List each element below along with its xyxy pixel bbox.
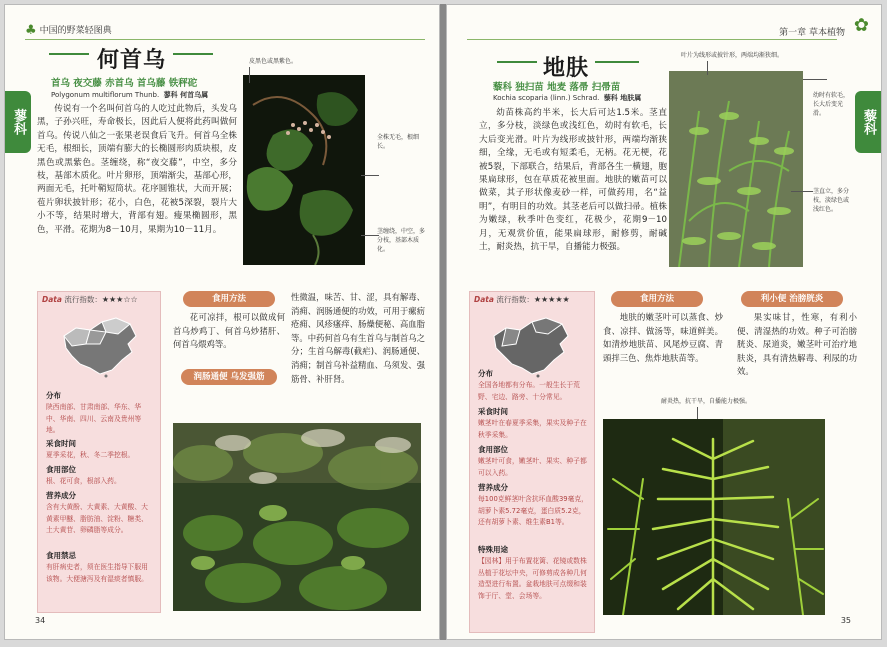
plant-description: 幼苗株高约半米，长大后可达1.5米。茎直立，多分枝，淡绿色或浅红色，幼时有软毛，长大后变光滑。叶片为线形或披针形，两端均渐狭细，全缘，无毛或有短柔毛，无柄。花无梗，花被5裂，下部联合，结果后，背部各生一横翅，胞果扁球形，包在草质花被里面。地肤的嫩苗可以做菜，其子形状像麦砂一样，可做药用，名“益明”，有明目的功效。其茎老后可以做扫帚。植株为嫩绿，秋季叶色变红，花极少，花期9－10月，无观赏价值，能果扁球形，耐修剪，耐碱土，耐炎热，抗干旱，自播能力极强。 <box>479 108 667 253</box>
edible-method-label: 食用方法 <box>183 291 275 307</box>
plant-description: 传说有一个名叫何首乌的人吃过此物后，头发乌黑，子孙兴旺，寿命极长，因此后人便将此药叫做何首乌。传说八仙之一张果老误食后飞升。何首乌全株无毛，根细长，顶端有膨大的长椭圆形肉质块根，皮黑色或黑紫色。茎缠绕，称“夜交藤”，中空，多分枝，基部木质化。叶片卵形，顶端渐尖，基部心形，两面无毛，托叶鞘短筒状。花序圆锥状，大而开展；苞片卵状披针形；花小，白色，花被5深裂，裂片大小不等，结果时增大，背部有翅。瘦果椭圆形，黑色，平滑。花期为8－10月，果期为10－11月。 <box>37 104 237 235</box>
page-number: 35 <box>840 616 851 625</box>
data-section-text: 夏季采花，秋、冬二季挖根。 <box>46 451 135 459</box>
edible-method-label: 食用方法 <box>611 291 703 307</box>
plant-photo <box>669 71 803 267</box>
clover-icon: ♣ <box>25 23 37 38</box>
effect-text: 性微温，味苦、甘、涩，具有解毒、消痈、润肠通便的功效，可用于瘰疬疮痈、风疹瘙痒、肠燥便秘、高血脂等。中药何首乌有生首乌与制首乌之分；生首乌解毒(截疟)、润肠通便、消痈；制首乌补益精血、乌须发、强筋骨、补肝肾。 <box>291 292 425 384</box>
data-section-text: 嫩茎叶在春夏季采集，果实及种子在秋季采集。 <box>478 419 587 439</box>
rating-stars: ★★★★★ <box>533 295 570 304</box>
title-deco-line <box>497 61 537 75</box>
data-section-heading: 采食时间 <box>478 407 508 416</box>
callout-text: 幼时有软毛，长大后变光滑。 <box>813 92 850 117</box>
effect-label: 利小便 治膀胱炎 <box>741 291 843 307</box>
title-deco-line <box>49 53 89 67</box>
rating-stars: ★★★☆☆ <box>101 295 138 304</box>
title-deco-line <box>173 53 213 67</box>
callout-leader <box>361 175 379 176</box>
plant-photo <box>603 419 825 615</box>
data-section-text: 嫩茎叶可食，嫩茎叶、果实、种子都可以入药。 <box>478 457 587 477</box>
data-section-heading: 分布 <box>46 391 61 400</box>
callout-text: 皮黑色或黑紫色。 <box>249 58 298 65</box>
plant-title: 何首乌 <box>97 48 167 73</box>
data-section-heading: 营养成分 <box>478 483 508 492</box>
data-section-heading: 食用部位 <box>478 445 508 454</box>
plant-aliases: 首乌 夜交藤 赤首乌 首乌藤 铁秤砣 <box>51 78 198 89</box>
data-header: Data 流行指数：★★★★★ <box>474 295 570 304</box>
plant-sprig-icon: ✿ <box>853 15 869 36</box>
page-number: 34 <box>35 616 46 625</box>
data-section-heading: 食用禁忌 <box>46 551 76 560</box>
data-section-text: 根、花可食，根部入药。 <box>46 477 121 485</box>
data-section-text: 【园林】用于布置花篱、花镜或数株丛植于花坛中央，可修剪成各种几何造型进行布置。盆栽地肤可点缀和装饰于厅、堂、会场等。 <box>478 557 587 600</box>
callout-text: 茎直立，多分枝，淡绿色或浅红色。 <box>813 188 850 213</box>
right-page <box>446 4 882 640</box>
data-section-text: 全国各地都有分布。一般生长于荒野、宅边、路旁、十分常见。 <box>478 381 580 401</box>
plant-photo <box>243 75 365 265</box>
callout-leader <box>361 235 379 236</box>
effect-text: 果实味甘，性寒，有利小便、清湿热的功效。种子可治膀胱炎、尿道炎，嫩茎叶可治疗地肤炎，具有清热解毒、利尿的功效。 <box>737 312 857 377</box>
china-map <box>56 314 142 382</box>
plant-aliases: 藜科 独扫苗 地麦 落帚 扫帚苗 <box>493 82 621 93</box>
edible-method-text: 花可凉拌，根可以做成何首乌炒鸡丁、何首乌炒猪肝、何首乌煨鸡等。 <box>173 312 285 350</box>
data-section-text: 每100克鲜茎叶含抗坏血酸39毫克，胡萝卜素5.72毫克，蛋白质5.2克，还有胡萝卜素、维生素B1等。 <box>478 495 588 527</box>
data-section-heading: 特殊用途 <box>478 545 508 554</box>
callout-text: 叶片为线形或披针形，两端均渐狭细。 <box>681 52 784 59</box>
plant-photo <box>173 423 421 611</box>
book-header: ♣ 中国的野菜轻图典 <box>25 23 112 38</box>
left-page <box>4 4 440 640</box>
callout-text: 耐炎热，抗干旱，自播能力极强。 <box>661 398 752 405</box>
callout-leader <box>803 79 827 80</box>
data-section-heading: 营养成分 <box>46 491 76 500</box>
plant-title: 地肤 <box>543 56 590 81</box>
callout-leader <box>707 61 708 75</box>
data-section-heading: 采食时间 <box>46 439 76 448</box>
edible-method-text: 地肤的嫩茎叶可以蒸食、炒食、凉拌、做汤等，味道鲜美。如清炒地肤苗、风尾炒豆腐、青頭拌三色、焦炸地肤苗等。 <box>603 312 723 363</box>
header-rule <box>25 39 425 40</box>
data-section-heading: 分布 <box>478 369 493 378</box>
side-tab: 蓼科 <box>5 91 31 153</box>
data-section-text: 陕西南部、甘肃南部、华东、华中、华南、四川、云南及贵州等地。 <box>46 403 142 435</box>
data-section-text: 有肝病史者，须在医生指导下服用该物。大便溏泻及有湿痰者慎服。 <box>46 563 148 583</box>
callout-leader <box>791 191 813 192</box>
china-map <box>486 314 576 382</box>
chapter-header: 第一章 草本植物 <box>779 28 845 38</box>
callout-text: 茎缠绕，中空，多分枝，基部木质化。 <box>377 228 426 253</box>
header-rule <box>467 39 837 40</box>
latin-name: Kochia scoparia (linn.) Schrad. 藜科 地肤属 <box>493 94 642 102</box>
data-panel <box>37 291 161 613</box>
data-section-text: 含有大黄酚、大黄素、大黄酸、大黄素甲醚、脂肪油、淀粉、糖类、土大黄苷、卵磷脂等成分。 <box>46 503 148 535</box>
title-deco-line <box>595 61 639 75</box>
latin-name: Polygonum multiflorum Thunb. 蓼科 何首乌属 <box>51 91 209 99</box>
side-tab: 藜科 <box>855 91 881 153</box>
data-header: Data 流行指数：★★★☆☆ <box>42 295 138 304</box>
data-panel <box>469 291 595 633</box>
effect-label: 润肠通便 乌发强筋 <box>181 369 277 385</box>
callout-leader <box>249 67 250 83</box>
data-section-heading: 食用部位 <box>46 465 76 474</box>
callout-text: 全株无毛，根细长。 <box>377 134 420 150</box>
